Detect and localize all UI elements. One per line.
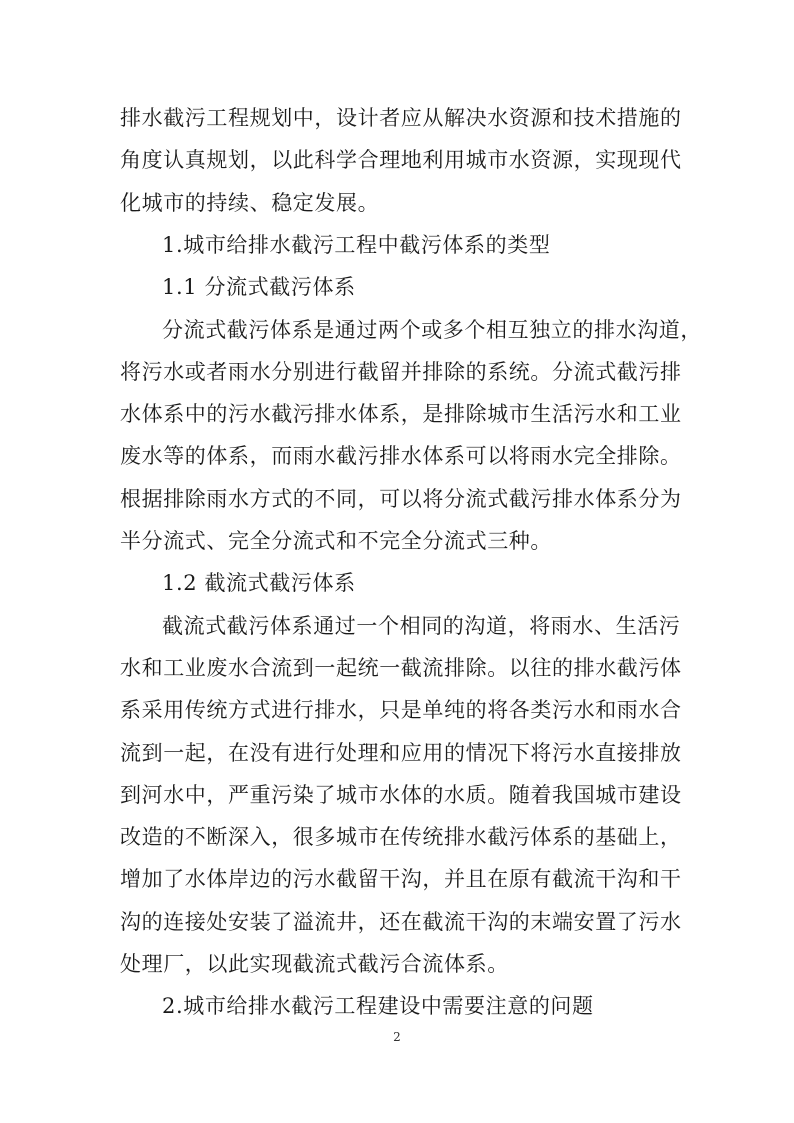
paragraph-line-18: 改造的不断深入，很多城市在传统排水截污体系的基础上， xyxy=(120,825,682,849)
section-heading-1: 1.城市给排水截污工程中截污体系的类型 xyxy=(162,233,551,257)
paragraph-line-1: 排水截污工程规划中，设计者应从解决水资源和技术措施的 xyxy=(120,106,682,130)
section-heading-2: 2.城市给排水截污工程建设中需要注意的问题 xyxy=(162,994,594,1018)
paragraph-line-8: 水体系中的污水截污排水体系，是排除城市生活污水和工业 xyxy=(120,402,682,426)
paragraph-line-13: 截流式截污体系通过一个相同的沟道，将雨水、生活污 xyxy=(162,614,681,638)
paragraph-line-20: 沟的连接处安装了溢流井，还在截流干沟的末端安置了污水 xyxy=(120,910,682,934)
paragraph-line-3: 化城市的持续、稳定发展。 xyxy=(120,191,380,215)
paragraph-line-19: 增加了水体岸边的污水截留干沟，并且在原有截流干沟和干 xyxy=(120,867,682,891)
page-number: 2 xyxy=(393,1030,401,1044)
paragraph-line-2: 角度认真规划，以此科学合理地利用城市水资源，实现现代 xyxy=(120,148,682,172)
paragraph-line-6: 分流式截污体系是通过两个或多个相互独立的排水沟道， xyxy=(162,318,702,342)
paragraph-line-15: 系采用传统方式进行排水，只是单纯的将各类污水和雨水合 xyxy=(120,698,682,722)
paragraph-line-7: 将污水或者雨水分别进行截留并排除的系统。分流式截污排 xyxy=(120,360,682,384)
paragraph-line-16: 流到一起，在没有进行处理和应用的情况下将污水直接排放 xyxy=(120,741,682,765)
subsection-heading-1-2: 1.2 截流式截污体系 xyxy=(162,571,356,595)
paragraph-line-17: 到河水中，严重污染了城市水体的水质。随着我国城市建设 xyxy=(120,783,682,807)
paragraph-line-14: 水和工业废水合流到一起统一截流排除。以往的排水截污体 xyxy=(120,656,682,680)
paragraph-line-9: 废水等的体系，而雨水截污排水体系可以将雨水完全排除。 xyxy=(120,444,682,468)
paragraph-line-21: 处理厂，以此实现截流式截污合流体系。 xyxy=(120,952,509,976)
subsection-heading-1-1: 1.1 分流式截污体系 xyxy=(162,275,356,299)
paragraph-line-11: 半分流式、完全分流式和不完全分流式三种。 xyxy=(120,529,552,553)
paragraph-line-10: 根据排除雨水方式的不同，可以将分流式截污排水体系分为 xyxy=(120,487,682,511)
